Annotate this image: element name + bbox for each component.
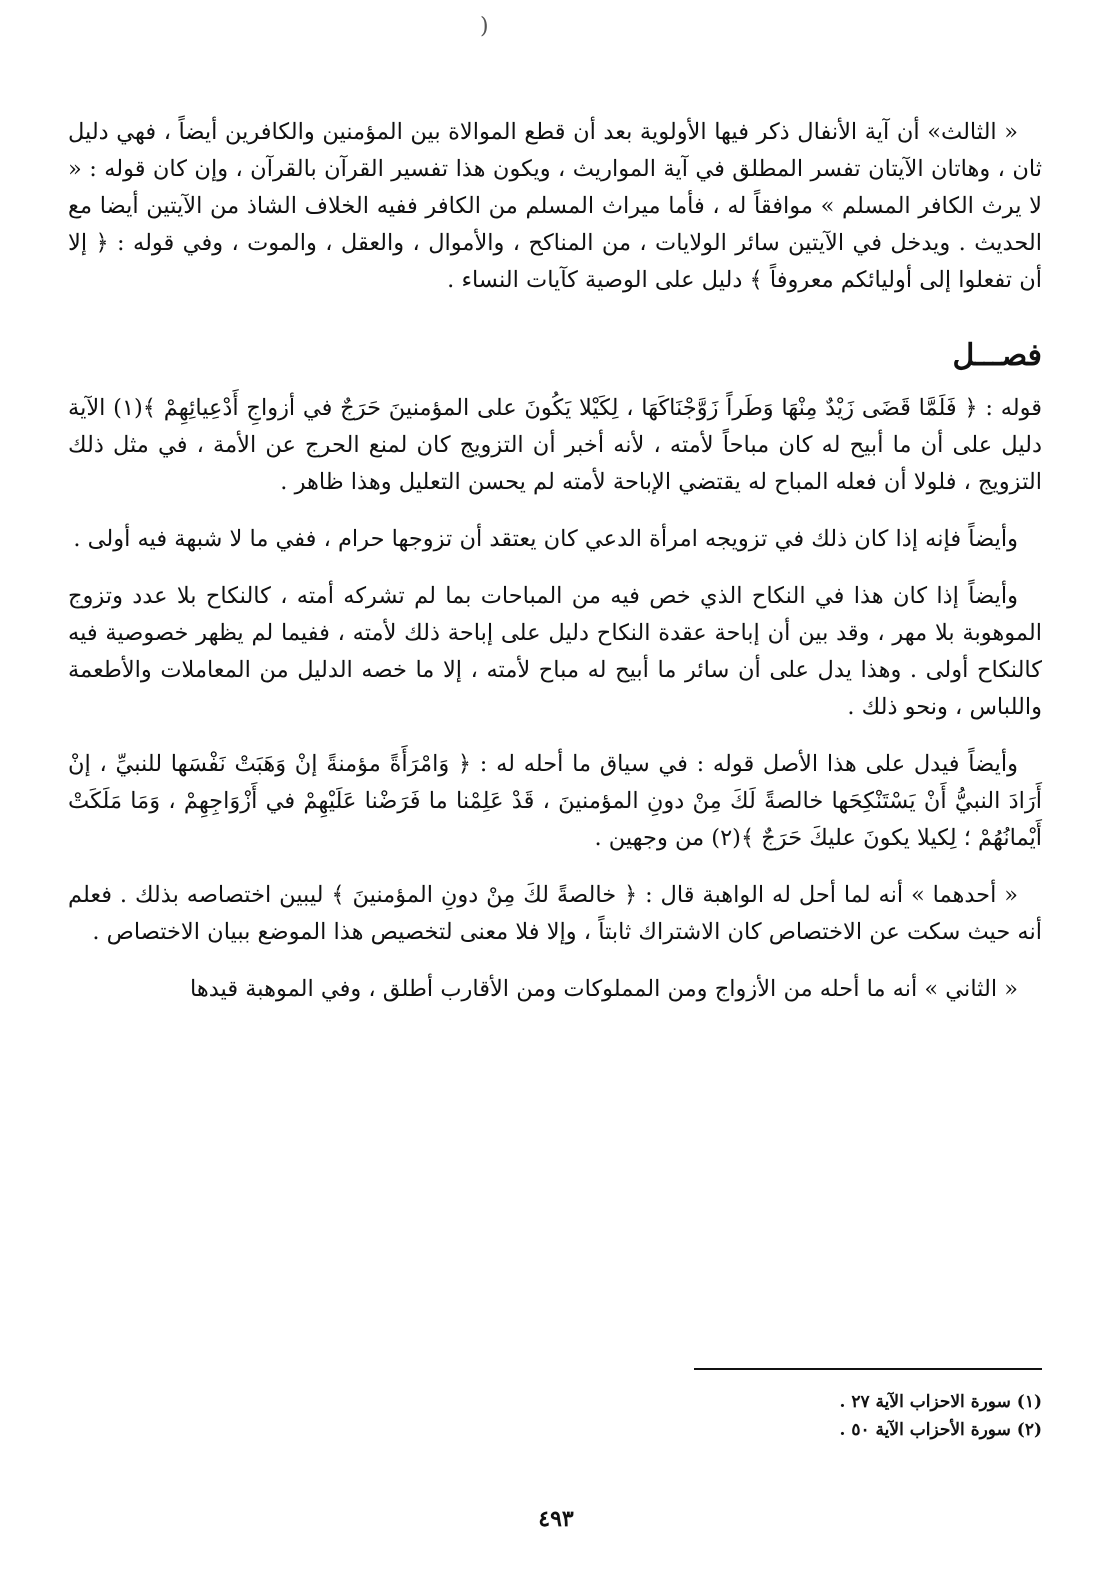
paragraph-third-point: « الثالث» أن آية الأنفال ذكر فيها الأولوية بعد أن قطع الموالاة بين المؤمنين والكافرين أيضاً ، فهي دليل ثان ، وهاتان الآيتان تفسر المطلق في آية المواريث ، ويكون هذا تفسير القرآن بالقرآن ، وإن كان قوله : « لا يرث الكافر المسلم » موافقاً له ، فأما ميراث المسلم من الكافر ففيه الخلاف الشاذ من الآيتين أيضا مع الحديث . ويدخل في الآيتين سائر الولايات ، من المناكح ، والأموال ، والعقل ، والموت ، وفي قوله : ﴿ إلا أن تفعلوا إلى أوليائكم معروفاً ﴾ دليل على الوصية كآيات النساء . [68,119,1042,293]
section-heading: فصـــل [952,338,1042,373]
footnote-1: (١) سورة الاحزاب الآية ٢٧ . [839,1392,1042,1412]
paragraph-second-aspect: « الثاني » أنه ما أحله من الأزواج ومن المملوكات ومن الأقارب أطلق ، وفي الموهبة قيدها [190,976,1018,1002]
paragraph-gifted-woman-verse: وأيضاً فيدل على هذا الأصل قوله : في سياق ما أحله له : ﴿ وَامْرَأَةً مؤمنةً إنْ وَهَبَتْ نَفْسَها للنبيِّ ، إنْ أَرَادَ النبيُّ أَنْ يَسْتَنْكِحَها خالصةً لَكَ مِنْ دونِ المؤمنينَ ، قَدْ عَلِمْنا ما فَرَضْنا عَلَيْهِمْ في أَزْوَاجِهِمْ ، وَمَا مَلَكَتْ أَيْمانُهُمْ ؛ لِكيلا يكونَ عليكَ حَرَجٌ ﴾(٢) من وجهين . [68,751,1042,851]
footnotes [442,1388,1042,1444]
paragraph-verse-zayd: قوله : ﴿ فَلَمَّا قَضَى زَيْدٌ مِنْهَا وَطَراً زَوَّجْنَاكَهَا ، لِكَيْلا يَكُونَ على المؤمنينَ حَرَجٌ في أزواجِ أَدْعِيائِهِمْ ﴾(١) الآية دليل على أن ما أبيح له كان مباحاً لأمته ، لأنه أخبر أن التزويج كان لمنع الحرج عن الأمة ، في مثل ذلك التزويج ، فلولا أن فعله المباح له يقتضي الإباحة لأمته لم يحسن التعليل وهذا ظاهر . [68,395,1042,495]
paragraph-adopted-son-wife: وأيضاً فإنه إذا كان ذلك في تزويجه امرأة الدعي كان يعتقد أن تزوجها حرام ، ففي ما لا شبهة فيه أولى . [73,526,1018,552]
paragraph-first-aspect: « أحدهما » أنه لما أحل له الواهبة قال : ﴿ خالصةً لكَ مِنْ دونِ المؤمنينَ ﴾ ليبين اختصاصه بذلك . فعلم أنه حيث سكت عن الاختصاص كان الاشتراك ثابتاً ، وإلا فلا معنى لتخصيص هذا الموضع ببيان الاختصاص . [68,882,1042,945]
footnote-divider [694,1368,1042,1370]
top-margin-mark: ( [480,14,489,39]
page-number: ٤٩٣ [538,1506,574,1532]
footnote-2: (٢) سورة الأحزاب الآية ٥٠ . [839,1420,1042,1440]
paragraph-marriage-privileges: وأيضاً إذا كان هذا في النكاح الذي خص فيه من المباحات بما لم تشركه أمته ، كالنكاح بلا عدد وتزوج الموهوبة بلا مهر ، وقد بين أن إباحة عقدة النكاح دليل على إباحة ذلك لأمته ، ففيما لم يظهر خصوصية فيه كالنكاح أولى . وهذا يدل على أن سائر ما أبيح له مباح لأمته ، إلا ما خصه الدليل من المعاملات والأطعمة واللباس ، ونحو ذلك . [68,583,1042,720]
main-text [68,114,1042,1028]
